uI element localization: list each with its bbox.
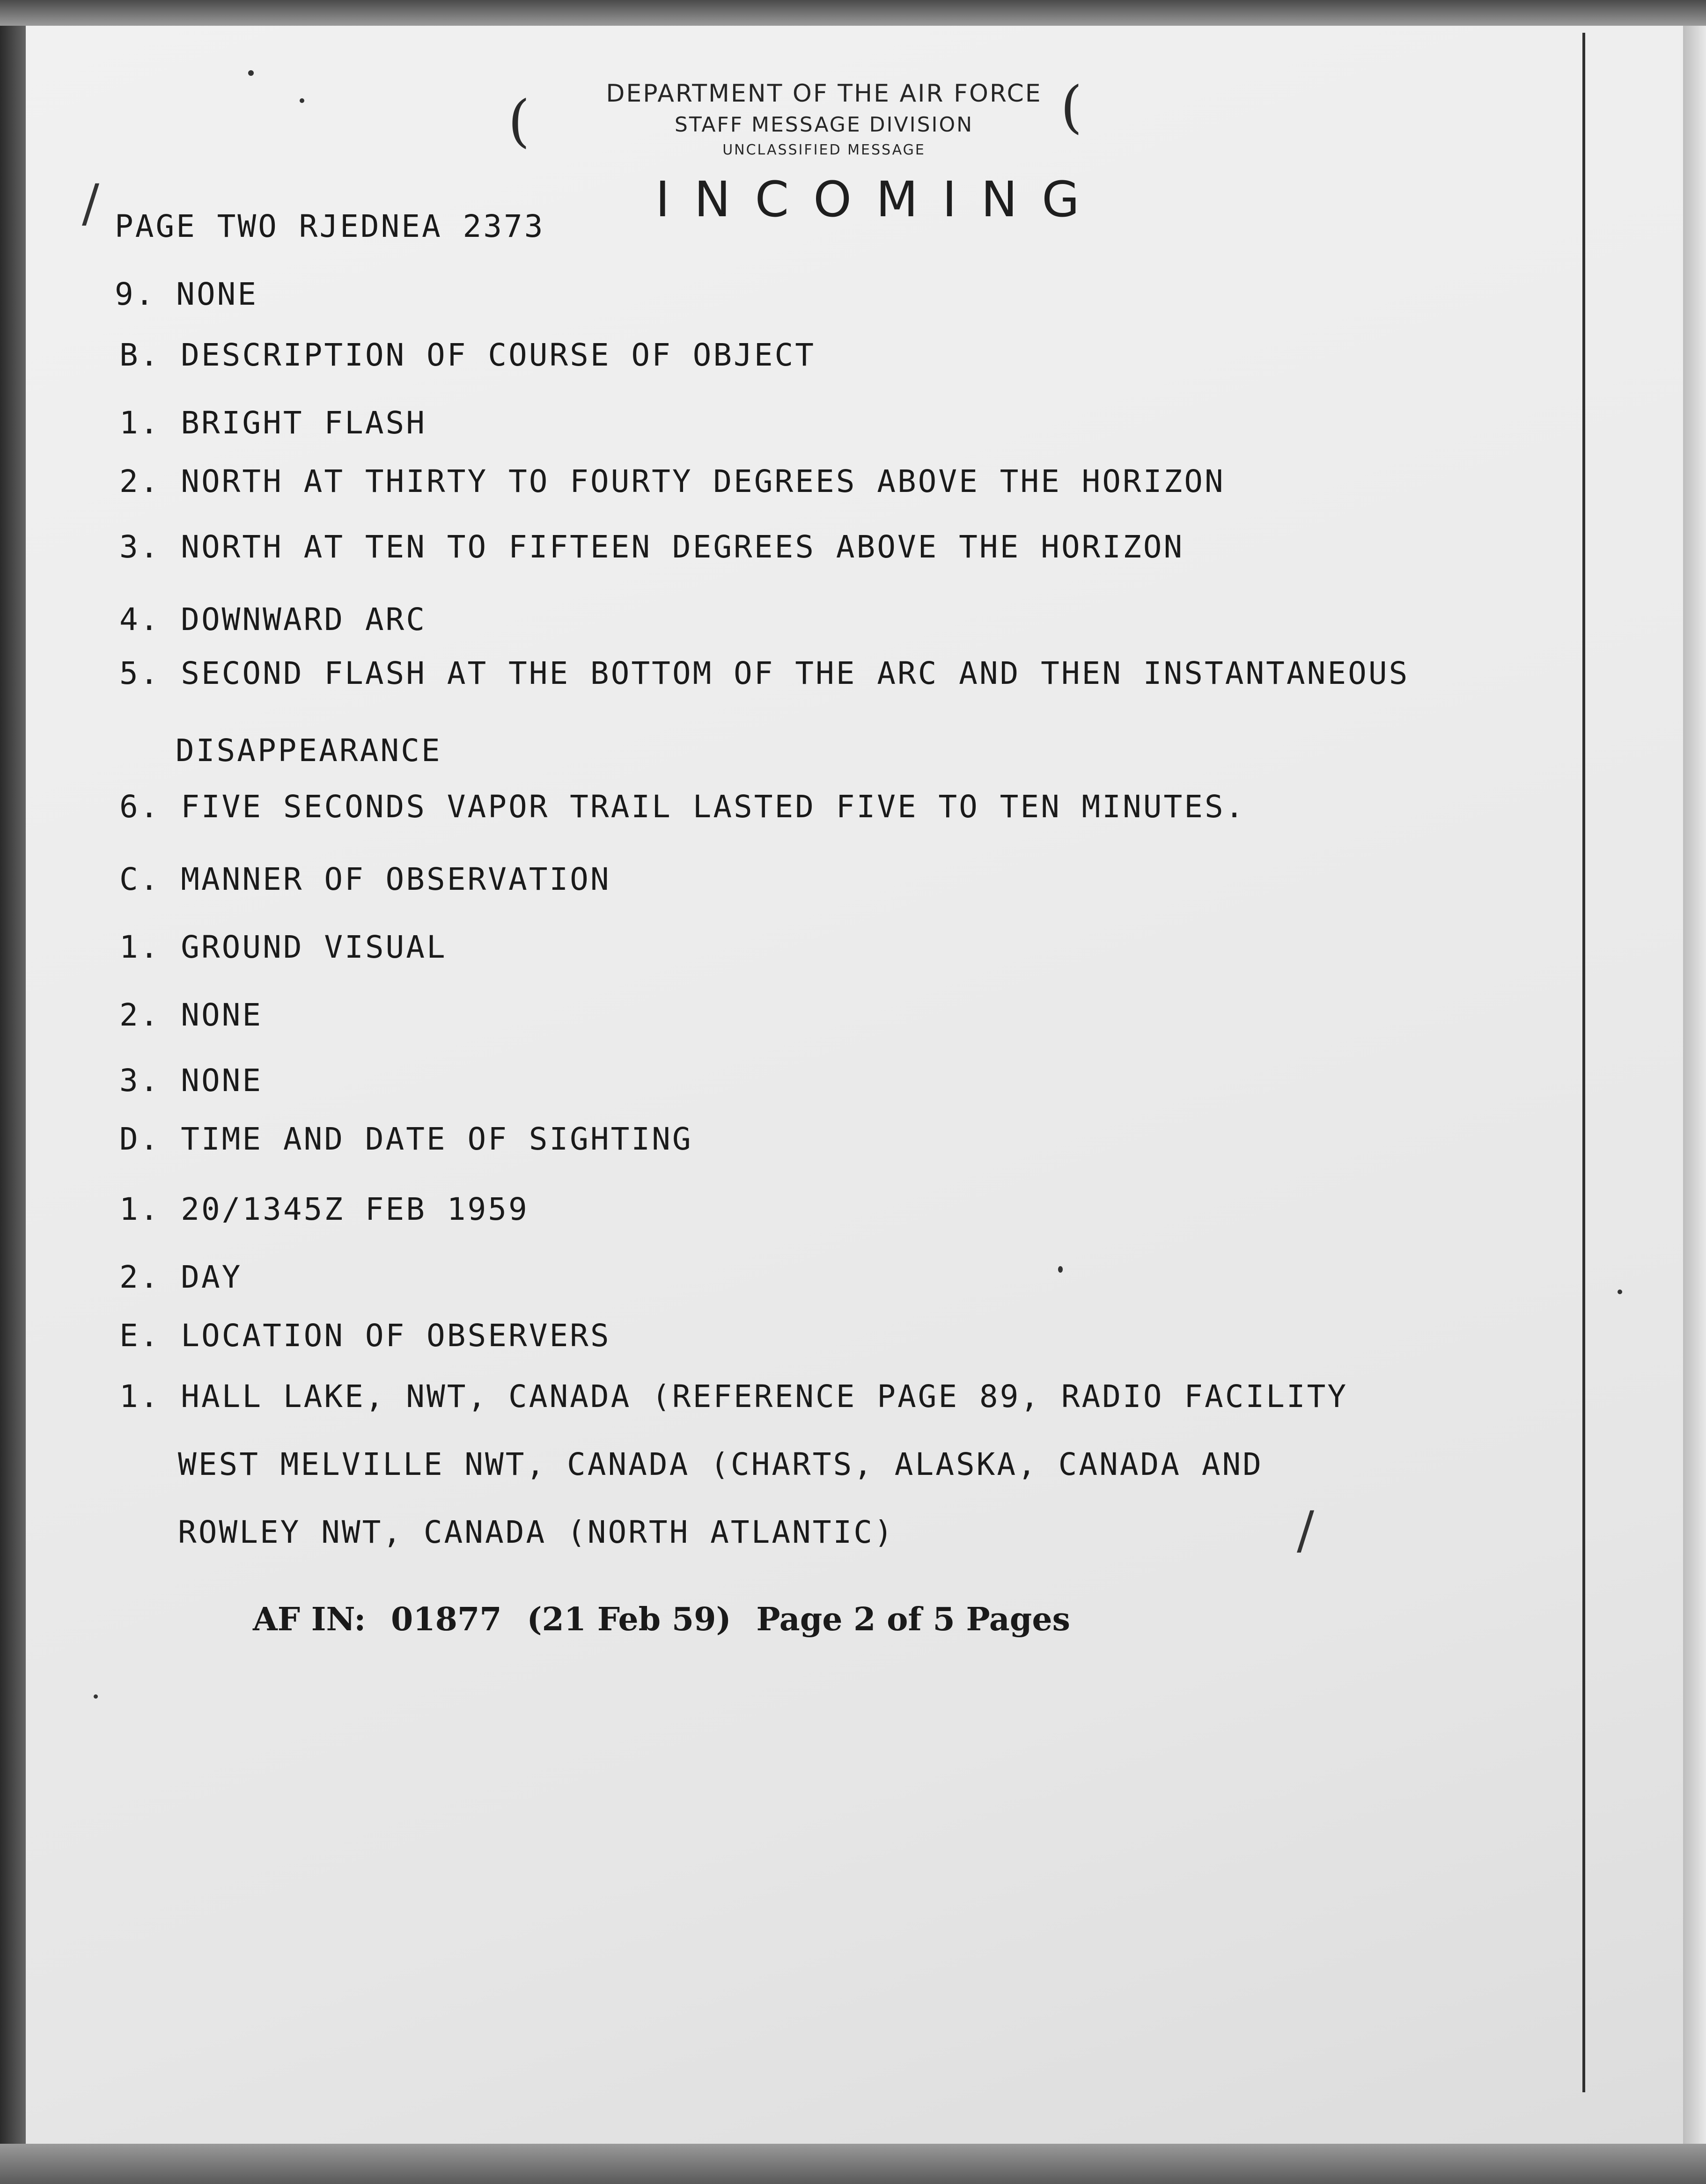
message-line: 1. HALL LAKE, NWT, CANADA (REFERENCE PAGE 89, RADIO FACILITY [119, 1378, 1348, 1414]
letterhead-classification: UNCLASSIFIED MESSAGE [722, 142, 926, 158]
document-footer [253, 1601, 1084, 1638]
message-line: 2. NONE [119, 997, 263, 1033]
message-line: C. MANNER OF OBSERVATION [119, 861, 611, 897]
message-line: 4. DOWNWARD ARC [119, 601, 427, 638]
message-line: E. LOCATION OF OBSERVERS [119, 1318, 611, 1354]
letterhead-division: STAFF MESSAGE DIVISION [674, 113, 974, 137]
page-count: Page 2 of 5 Pages [756, 1601, 1070, 1638]
message-line: 2. DAY [119, 1259, 243, 1295]
message-line: PAGE TWO RJEDNEA 2373 [115, 208, 545, 244]
message-line: 3. NONE [119, 1063, 263, 1099]
af-in-label: AF IN: [253, 1601, 366, 1638]
right-parenthesis-mark: ( [1060, 75, 1082, 140]
message-line: DISAPPEARANCE [176, 733, 442, 769]
message-line: 1. BRIGHT FLASH [119, 405, 427, 441]
pen-mark: / [1297, 1500, 1315, 1560]
message-line: D. TIME AND DATE OF SIGHTING [119, 1121, 693, 1157]
message-line: ROWLEY NWT, CANADA (NORTH ATLANTIC) [178, 1514, 895, 1550]
message-line: WEST MELVILLE NWT, CANADA (CHARTS, ALASKA, CANADA AND [178, 1446, 1263, 1482]
message-line: 2. NORTH AT THIRTY TO FOURTY DEGREES ABOVE THE HORIZON [119, 463, 1225, 499]
incoming-title: INCOMING [655, 171, 1104, 228]
message-line: 1. 20/1345Z FEB 1959 [119, 1191, 529, 1227]
message-line: 1. GROUND VISUAL [119, 929, 447, 965]
message-line: 3. NORTH AT TEN TO FIFTEEN DEGREES ABOVE THE HORIZON [119, 529, 1184, 565]
letterhead-department: DEPARTMENT OF THE AIR FORCE [606, 80, 1042, 108]
message-line: B. DESCRIPTION OF COURSE OF OBJECT [119, 337, 816, 373]
message-line: 5. SECOND FLASH AT THE BOTTOM OF THE ARC AND THEN INSTANTANEOUS [119, 655, 1410, 691]
left-parenthesis-mark: ( [508, 89, 530, 154]
message-date: (21 Feb 59) [527, 1601, 731, 1638]
pen-mark: / [82, 173, 100, 233]
message-line: 9. NONE [115, 276, 258, 312]
af-in-number: 01877 [391, 1601, 502, 1638]
message-line: 6. FIVE SECONDS VAPOR TRAIL LASTED FIVE TO TEN MINUTES. [119, 789, 1246, 825]
